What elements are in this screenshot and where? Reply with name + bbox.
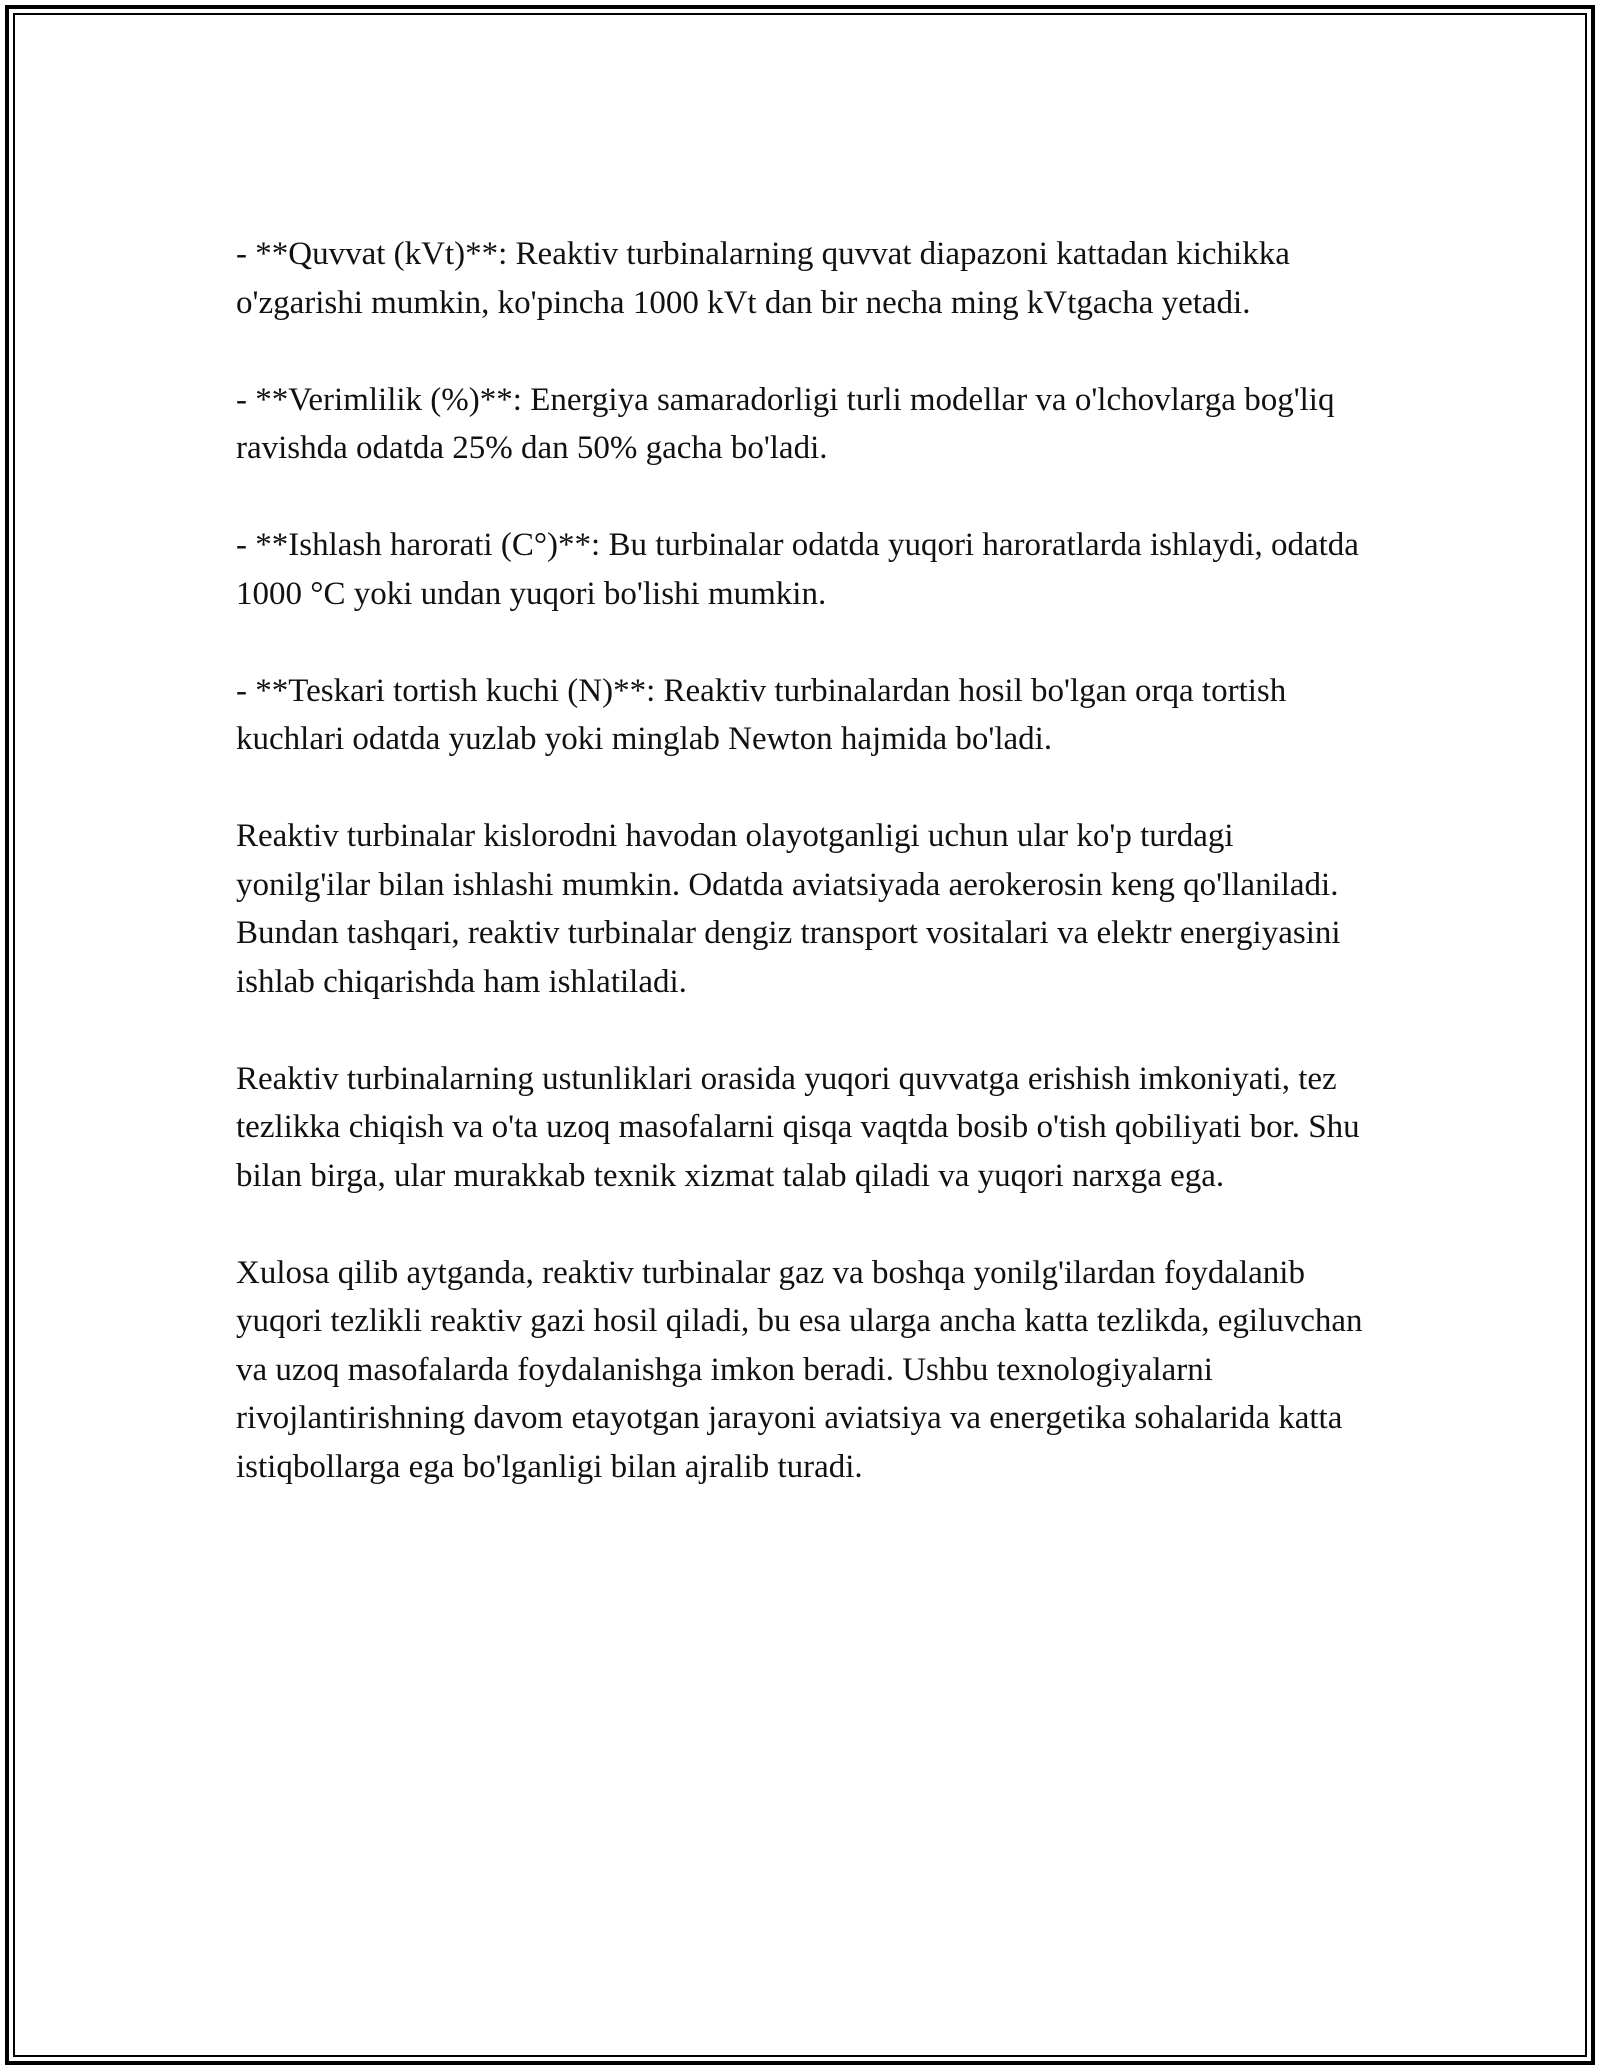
paragraph-advantages: Reaktiv turbinalarning ustunliklari orasida yuqori quvvatga erishish imkoniyati, tez tezlikka chiqish va o'ta uzoq masofalarni qisqa vaqtda bosib o'tish qobiliyati bor. Shu bilan birga, ular murakkab texnik xizmat talab qiladi va yuqori narxga ega.: [236, 1060, 1360, 1194]
paragraph-efficiency: - **Verimlilik (%)**: Energiya samaradorligi turli modellar va o'lchovlarga bog'liq ravishda odatda 25% dan 50% gacha bo'ladi.: [236, 381, 1335, 466]
paragraph-power: - **Quvvat (kVt)**: Reaktiv turbinalarning quvvat diapazoni kattadan kichikka o'zgarishi mumkin, ko'pincha 1000 kVt dan bir necha ming kVtgacha yetadi.: [236, 236, 1290, 321]
paragraph-thrust: - **Teskari tortish kuchi (N)**: Reaktiv turbinalardan hosil bo'lgan orqa tortish kuchlari odatda yuzlab yoki minglab Newton hajmida bo'ladi.: [236, 672, 1287, 757]
paragraph-operating-temperature: - **Ishlash harorati (C°)**: Bu turbinalar odatda yuqori haroratlarda ishlaydi, odatda 1000 °C yoki undan yuqori bo'lishi mumkin.: [236, 527, 1359, 612]
document-body: [236, 230, 1376, 1540]
paragraph-conclusion: Xulosa qilib aytganda, reaktiv turbinalar gaz va boshqa yonilg'ilardan foydalanib yuqori tezlikli reaktiv gazi hosil qiladi, bu esa ularga ancha katta tezlikda, egiluvchan va uzoq masofalarda foydalanishga imkon beradi. Ushbu texnologiyalarni rivojlantirishning davom etayotgan jarayoni aviatsiya va energetika sohalarida katta istiqbollarga ega bo'lganligi bilan ajralib turadi.: [236, 1254, 1363, 1485]
paragraph-fuels: Reaktiv turbinalar kislorodni havodan olayotganligi uchun ular ko'p turdagi yonilg'ilar bilan ishlashi mumkin. Odatda aviatsiyada aerokerosin keng qo'llaniladi. Bundan tashqari, reaktiv turbinalar dengiz transport vositalari va elektr energiyasini ishlab chiqarishda ham ishlatiladi.: [236, 818, 1341, 1000]
